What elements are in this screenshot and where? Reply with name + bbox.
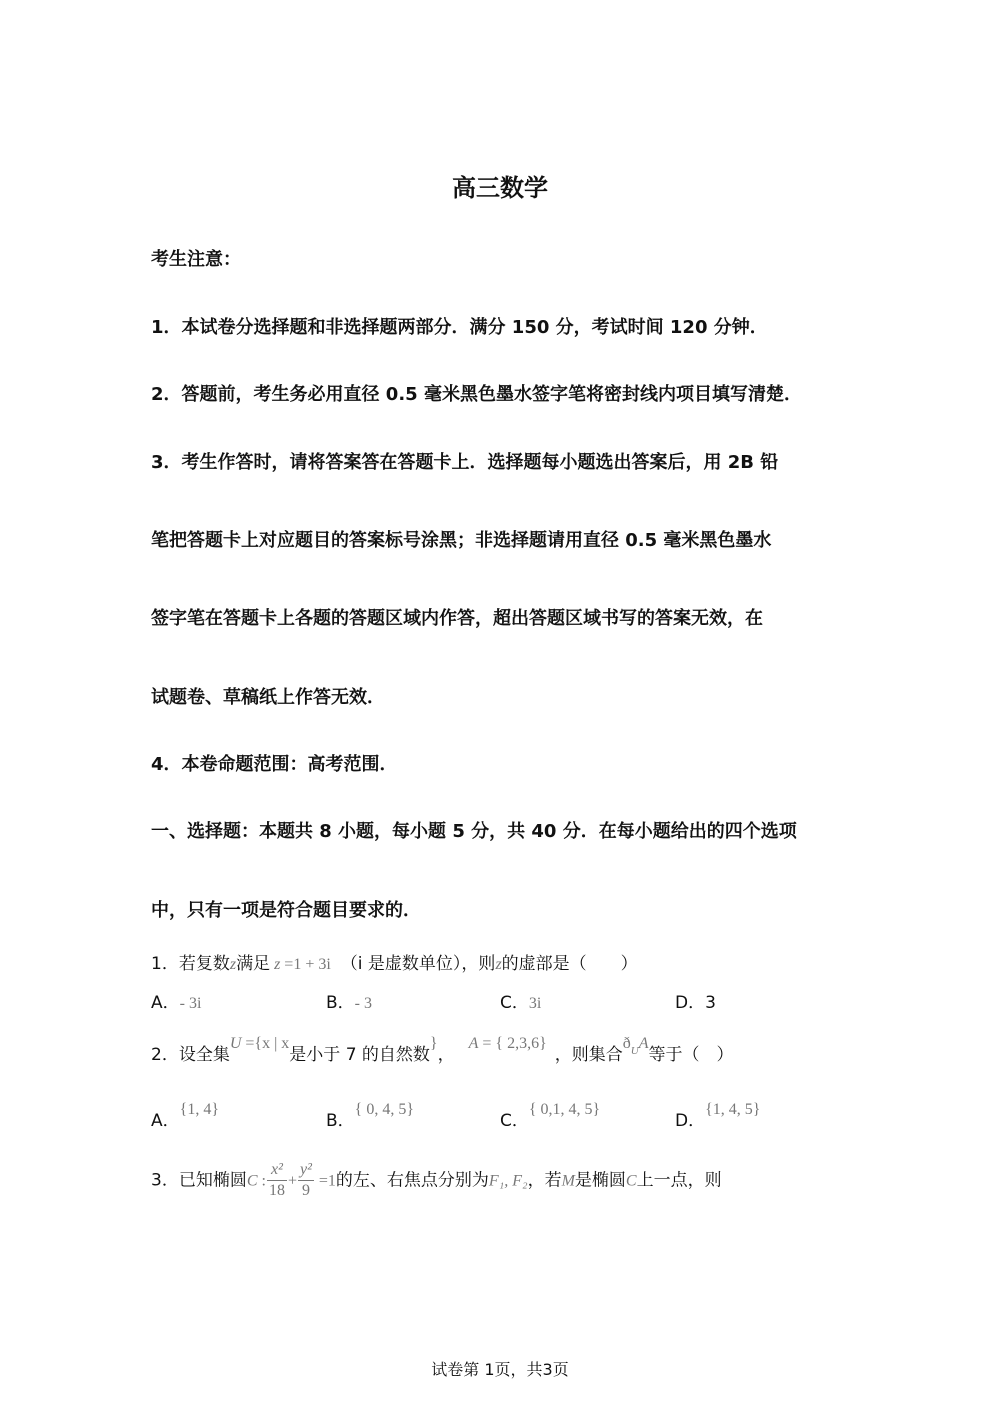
q2-option-a-label: A． [151, 1111, 180, 1131]
q2-prefix: 2．设全集 [151, 1045, 230, 1065]
q3-text-2: ，若 [527, 1170, 562, 1191]
q1-eq-z: z [274, 956, 281, 973]
q1-z-2: z [495, 956, 502, 973]
notice-item-1: 1．本试卷分选择题和非选择题两部分．满分 150 分，考试时间 120 分钟． [151, 317, 768, 338]
q2-option-d [675, 1094, 761, 1131]
q1-option-c-label: C． [500, 993, 529, 1013]
q2-option-c-label: C． [500, 1111, 529, 1131]
q1-text-3: 的虚部是（ ） [501, 954, 638, 974]
q2-text-3: 等于（ ） [648, 1045, 734, 1065]
q2-complement-symbol: ð [622, 1035, 631, 1052]
q2-text-1: 是小于 7 的自然数 [289, 1045, 430, 1065]
q1-option-d: D．3 [675, 993, 716, 1013]
q3-text-1: 的左、右焦点分别为 [335, 1170, 489, 1191]
q2-option-a [151, 1094, 219, 1131]
q2-option-d-value: {1, 4, 5} [705, 1101, 761, 1118]
q2-option-b [326, 1094, 415, 1131]
q2-complement-sub: U [630, 1045, 639, 1057]
q1-z: z [229, 956, 237, 973]
q3-prefix: 3．已知椭圆 [151, 1170, 247, 1191]
q3-fraction-x-numerator: x² [267, 1160, 287, 1181]
notice-item-3-line-1: 3．考生作答时，请将答案答在答题卡上．选择题每小题选出答案后，用 2B 铅 [151, 452, 779, 473]
q2-comma: ， [437, 1045, 455, 1065]
q1-option-b-value: - 3 [354, 995, 372, 1012]
q2-text-2: ，则集合 [554, 1045, 623, 1065]
q3-text-3: 是椭圆 [574, 1170, 626, 1191]
q1-option-b [326, 988, 372, 1013]
q1-eq-rest: =1 + 3i [280, 956, 331, 973]
question-3-stem [151, 1160, 722, 1201]
q3-fraction-x [267, 1160, 287, 1201]
q2-option-c-value: { 0,1, 4, 5} [528, 1101, 601, 1118]
notice-item-2: 2．答题前，考生务必用直径 0.5 毫米黑色墨水签字笔将密封线内项目填写清楚． [151, 384, 802, 405]
q3-plus: + [287, 1172, 297, 1190]
q2-option-b-label: B． [326, 1111, 355, 1131]
q3-foci: F₁, F₂ [488, 1172, 528, 1190]
q3-colon: : [257, 1172, 266, 1190]
q3-c: C [246, 1172, 258, 1190]
question-1-stem [151, 949, 638, 974]
q2-a-set: = { 2,3,6} [478, 1035, 547, 1052]
q1-option-c [500, 988, 541, 1013]
page-footer: 试卷第 1页，共3页 [431, 1360, 569, 1379]
notice-item-3-line-4: 试题卷、草稿纸上作答无效． [151, 687, 385, 708]
page-title: 高三数学 [452, 174, 548, 202]
q1-option-a [151, 988, 201, 1013]
notice-heading: 考生注意： [151, 249, 241, 270]
q3-fraction-y-numerator: y² [298, 1160, 314, 1181]
q2-option-a-value: {1, 4} [179, 1101, 219, 1118]
q2-option-d-label: D． [675, 1111, 706, 1131]
q3-text-4: 上一点，则 [636, 1170, 722, 1191]
q1-option-a-value: - 3i [179, 995, 202, 1012]
q3-fraction-y-denominator: 9 [301, 1182, 310, 1199]
q2-option-c [500, 1094, 601, 1131]
q2-a: A [468, 1035, 479, 1052]
q1-text-2: （i 是虚数单位），则 [340, 954, 496, 974]
q2-complement-a: A [638, 1035, 649, 1052]
notice-item-3-line-2: 笔把答题卡上对应题目的答案标号涂黑；非选择题请用直径 0.5 毫米黑色墨水 [151, 530, 772, 551]
q1-text-1: 满足 [236, 954, 271, 974]
q1-option-c-value: 3i [528, 995, 542, 1012]
q2-option-b-value: { 0, 4, 5} [354, 1101, 415, 1118]
notice-item-3-line-3: 签字笔在答题卡上各题的答题区域内作答，超出答题区域书写的答案无效，在 [151, 608, 763, 629]
q2-u: U [229, 1035, 242, 1052]
q3-c-2: C [625, 1172, 637, 1190]
q1-option-a-label: A． [151, 993, 180, 1013]
section-heading-line-2: 中，只有一项是符合题目要求的． [151, 900, 421, 921]
q3-m: M [561, 1172, 575, 1190]
q2-close-brace: } [429, 1035, 438, 1052]
notice-item-4: 4．本卷命题范围：高考范围． [151, 754, 398, 775]
q3-fraction-x-denominator: 18 [268, 1182, 285, 1199]
q2-u-set: ={x | x [241, 1035, 290, 1052]
section-heading-line-1: 一、选择题：本题共 8 小题，每小题 5 分，共 40 分．在每小题给出的四个选项 [151, 821, 797, 842]
q1-prefix: 1．若复数 [151, 954, 230, 974]
q3-equals-one: =1 [314, 1172, 336, 1190]
q1-option-b-label: B． [326, 993, 355, 1013]
question-2-stem [151, 1028, 734, 1065]
q3-fraction-y [298, 1160, 314, 1201]
